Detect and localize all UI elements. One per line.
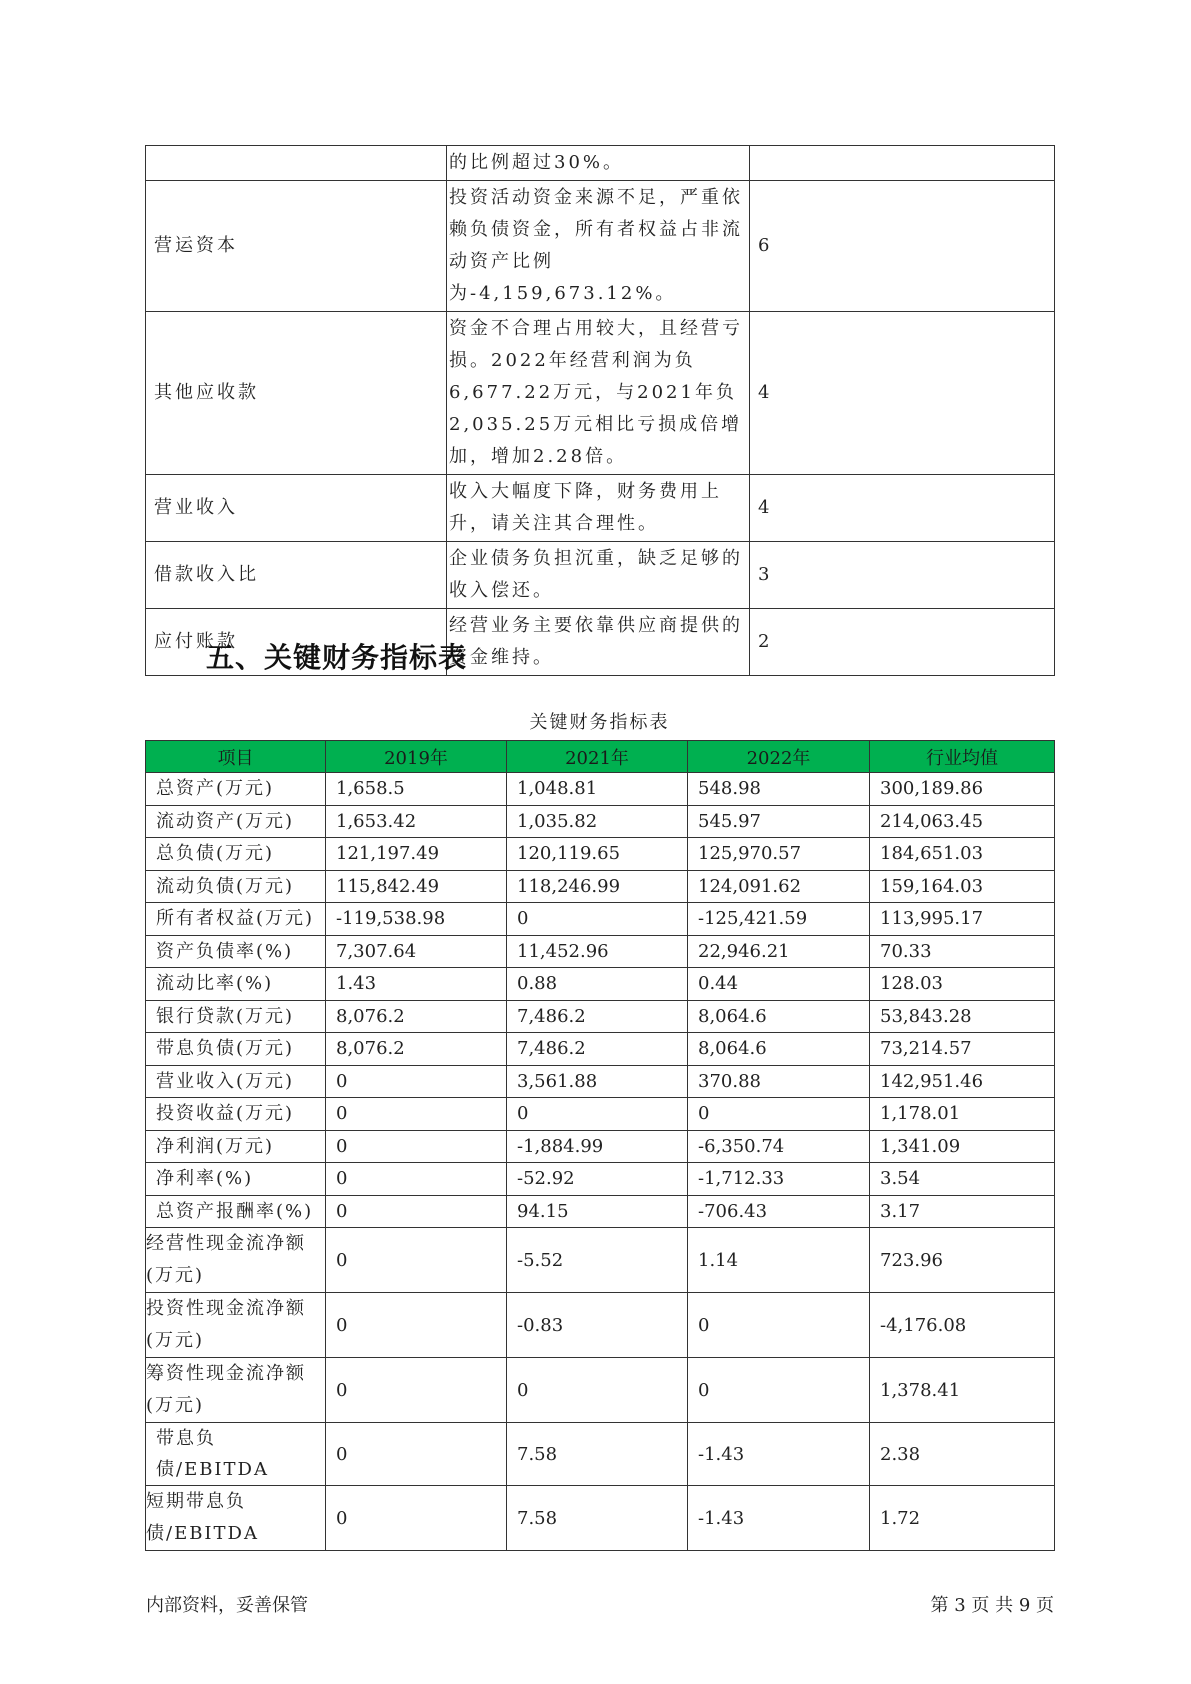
indicator-value: 142,951.46 xyxy=(870,1065,1055,1098)
risk-item: 应付账款 xyxy=(146,609,447,676)
indicator-value: -119,538.98 xyxy=(326,903,507,936)
section-title: 五、关键财务指标表 xyxy=(206,641,468,674)
indicator-name: 投资收益(万元) xyxy=(146,1098,326,1131)
indicator-value: 214,063.45 xyxy=(870,805,1055,838)
indicator-value: 0 xyxy=(507,1098,688,1131)
column-header: 行业均值 xyxy=(870,741,1055,773)
indicator-value: 1.14 xyxy=(688,1228,870,1293)
indicator-value: -1.43 xyxy=(688,1423,870,1486)
indicator-name: 总负债(万元) xyxy=(146,838,326,871)
risk-item: 其他应收款 xyxy=(146,312,447,475)
indicator-value: 73,214.57 xyxy=(870,1033,1055,1066)
column-header: 2019年 xyxy=(326,741,507,773)
indicator-value: 94.15 xyxy=(507,1195,688,1228)
indicator-name: 筹资性现金流净额(万元) xyxy=(146,1358,326,1423)
indicator-name: 营业收入(万元) xyxy=(146,1065,326,1098)
indicator-value: -5.52 xyxy=(507,1228,688,1293)
indicator-value: 3.17 xyxy=(870,1195,1055,1228)
table-row xyxy=(146,935,1055,968)
indicator-value: 53,843.28 xyxy=(870,1000,1055,1033)
indicator-value: 70.33 xyxy=(870,935,1055,968)
indicator-value: 121,197.49 xyxy=(326,838,507,871)
risk-score: 6 xyxy=(750,181,1055,312)
table-row xyxy=(146,773,1055,806)
indicator-value: 0 xyxy=(326,1130,507,1163)
table-header-row xyxy=(146,741,1055,773)
indicator-name: 所有者权益(万元) xyxy=(146,903,326,936)
risk-desc: 经营业务主要依靠供应商提供的资金维持。 xyxy=(447,609,750,676)
indicator-value: 0 xyxy=(326,1358,507,1423)
indicator-value: -125,421.59 xyxy=(688,903,870,936)
indicator-name: 流动资产(万元) xyxy=(146,805,326,838)
indicator-name: 短期带息负债/EBITDA xyxy=(146,1486,326,1551)
table-row xyxy=(146,968,1055,1001)
indicator-value: 0 xyxy=(688,1098,870,1131)
table-row xyxy=(146,805,1055,838)
indicator-value: 1,341.09 xyxy=(870,1130,1055,1163)
table-row xyxy=(146,1033,1055,1066)
indicator-value: 1,048.81 xyxy=(507,773,688,806)
indicator-value: -4,176.08 xyxy=(870,1293,1055,1358)
risk-desc: 资金不合理占用较大，且经营亏损。2022年经营利润为负6,677.22万元，与2021年负2,035.25万元相比亏损成倍增加，增加2.28倍。 xyxy=(447,312,750,475)
indicator-value: 113,995.17 xyxy=(870,903,1055,936)
financial-indicators-table xyxy=(145,740,1055,1551)
indicator-value: 120,119.65 xyxy=(507,838,688,871)
indicator-value: -1,884.99 xyxy=(507,1130,688,1163)
table-row xyxy=(146,838,1055,871)
table-row xyxy=(146,1065,1055,1098)
table-row xyxy=(146,181,1055,312)
indicator-name: 总资产报酬率(%) xyxy=(146,1195,326,1228)
risk-desc: 投资活动资金来源不足，严重依赖负债资金，所有者权益占非流动资产比例为-4,159,673.12%。 xyxy=(447,181,750,312)
indicator-value: 300,189.86 xyxy=(870,773,1055,806)
indicator-name: 流动负债(万元) xyxy=(146,870,326,903)
column-header: 2022年 xyxy=(688,741,870,773)
indicator-name: 总资产(万元) xyxy=(146,773,326,806)
indicator-value: 0 xyxy=(326,1195,507,1228)
indicator-value: 7,486.2 xyxy=(507,1000,688,1033)
indicator-value: -706.43 xyxy=(688,1195,870,1228)
indicator-value: 7.58 xyxy=(507,1486,688,1551)
indicator-value: 0 xyxy=(326,1293,507,1358)
indicator-name: 流动比率(%) xyxy=(146,968,326,1001)
indicator-value: 548.98 xyxy=(688,773,870,806)
table-row xyxy=(146,1293,1055,1358)
column-header: 项目 xyxy=(146,741,326,773)
indicator-value: 723.96 xyxy=(870,1228,1055,1293)
indicator-value: 7,307.64 xyxy=(326,935,507,968)
indicator-value: 3,561.88 xyxy=(507,1065,688,1098)
indicator-value: -1.43 xyxy=(688,1486,870,1551)
table-row xyxy=(146,1098,1055,1131)
table-row xyxy=(146,1163,1055,1196)
indicator-value: 1,035.82 xyxy=(507,805,688,838)
indicator-value: 124,091.62 xyxy=(688,870,870,903)
indicator-value: 184,651.03 xyxy=(870,838,1055,871)
indicator-value: 22,946.21 xyxy=(688,935,870,968)
indicator-value: 1,658.5 xyxy=(326,773,507,806)
indicator-value: 11,452.96 xyxy=(507,935,688,968)
column-header: 2021年 xyxy=(507,741,688,773)
risk-score: 2 xyxy=(750,609,1055,676)
footer-confidential-note: 内部资料，妥善保管 xyxy=(146,1595,308,1616)
risk-item: 营业收入 xyxy=(146,475,447,542)
risk-score: 4 xyxy=(750,475,1055,542)
table-row xyxy=(146,312,1055,475)
table-row xyxy=(146,1486,1055,1551)
indicator-value: 159,164.03 xyxy=(870,870,1055,903)
indicator-value: -1,712.33 xyxy=(688,1163,870,1196)
table-row xyxy=(146,475,1055,542)
table-caption: 关键财务指标表 xyxy=(529,712,670,733)
risk-desc: 企业债务负担沉重，缺乏足够的收入偿还。 xyxy=(447,542,750,609)
table-row xyxy=(146,1423,1055,1486)
indicator-value: 0 xyxy=(507,903,688,936)
risk-item: 借款收入比 xyxy=(146,542,447,609)
indicator-value: 0 xyxy=(326,1163,507,1196)
table-row xyxy=(146,542,1055,609)
risk-desc: 收入大幅度下降，财务费用上升，请关注其合理性。 xyxy=(447,475,750,542)
indicator-value: 0 xyxy=(326,1486,507,1551)
indicator-value: 8,076.2 xyxy=(326,1033,507,1066)
table-row xyxy=(146,146,1055,181)
table-row xyxy=(146,1000,1055,1033)
indicator-value: 0 xyxy=(326,1098,507,1131)
indicator-value: -6,350.74 xyxy=(688,1130,870,1163)
indicator-name: 净利率(%) xyxy=(146,1163,326,1196)
risk-score xyxy=(750,146,1055,181)
indicator-value: 0 xyxy=(507,1358,688,1423)
risk-item xyxy=(146,146,447,181)
table-row xyxy=(146,1358,1055,1423)
indicator-value: -52.92 xyxy=(507,1163,688,1196)
indicator-value: 8,064.6 xyxy=(688,1000,870,1033)
risk-score: 3 xyxy=(750,542,1055,609)
indicator-value: 0 xyxy=(688,1293,870,1358)
indicator-value: 7.58 xyxy=(507,1423,688,1486)
risk-score: 4 xyxy=(750,312,1055,475)
risk-desc: 的比例超过30%。 xyxy=(447,146,750,181)
indicator-value: 0.44 xyxy=(688,968,870,1001)
indicator-value: 1,178.01 xyxy=(870,1098,1055,1131)
table-row xyxy=(146,903,1055,936)
indicator-value: 0 xyxy=(326,1065,507,1098)
indicator-value: 0.88 xyxy=(507,968,688,1001)
footer-page-number: 第 3 页 共 9 页 xyxy=(930,1595,1054,1616)
financial-table-body xyxy=(146,773,1055,1551)
indicator-name: 带息负债/EBITDA xyxy=(146,1423,326,1486)
risk-item: 营运资本 xyxy=(146,181,447,312)
indicator-value: 3.54 xyxy=(870,1163,1055,1196)
indicator-value: 370.88 xyxy=(688,1065,870,1098)
indicator-value: 7,486.2 xyxy=(507,1033,688,1066)
indicator-name: 资产负债率(%) xyxy=(146,935,326,968)
indicator-value: 1.43 xyxy=(326,968,507,1001)
indicator-value: 2.38 xyxy=(870,1423,1055,1486)
indicator-name: 经营性现金流净额(万元) xyxy=(146,1228,326,1293)
indicator-value: 545.97 xyxy=(688,805,870,838)
indicator-name: 银行贷款(万元) xyxy=(146,1000,326,1033)
indicator-value: 0 xyxy=(326,1228,507,1293)
risk-table xyxy=(145,145,1055,676)
indicator-value: 1.72 xyxy=(870,1486,1055,1551)
indicator-value: 1,378.41 xyxy=(870,1358,1055,1423)
indicator-value: 125,970.57 xyxy=(688,838,870,871)
indicator-value: 1,653.42 xyxy=(326,805,507,838)
table-row xyxy=(146,1195,1055,1228)
indicator-value: 118,246.99 xyxy=(507,870,688,903)
table-row xyxy=(146,870,1055,903)
indicator-value: 115,842.49 xyxy=(326,870,507,903)
table-row xyxy=(146,1228,1055,1293)
indicator-name: 净利润(万元) xyxy=(146,1130,326,1163)
indicator-name: 投资性现金流净额(万元) xyxy=(146,1293,326,1358)
indicator-value: 8,064.6 xyxy=(688,1033,870,1066)
indicator-value: 8,076.2 xyxy=(326,1000,507,1033)
indicator-value: 128.03 xyxy=(870,968,1055,1001)
table-row xyxy=(146,1130,1055,1163)
indicator-value: 0 xyxy=(326,1423,507,1486)
indicator-name: 带息负债(万元) xyxy=(146,1033,326,1066)
indicator-value: -0.83 xyxy=(507,1293,688,1358)
indicator-value: 0 xyxy=(688,1358,870,1423)
